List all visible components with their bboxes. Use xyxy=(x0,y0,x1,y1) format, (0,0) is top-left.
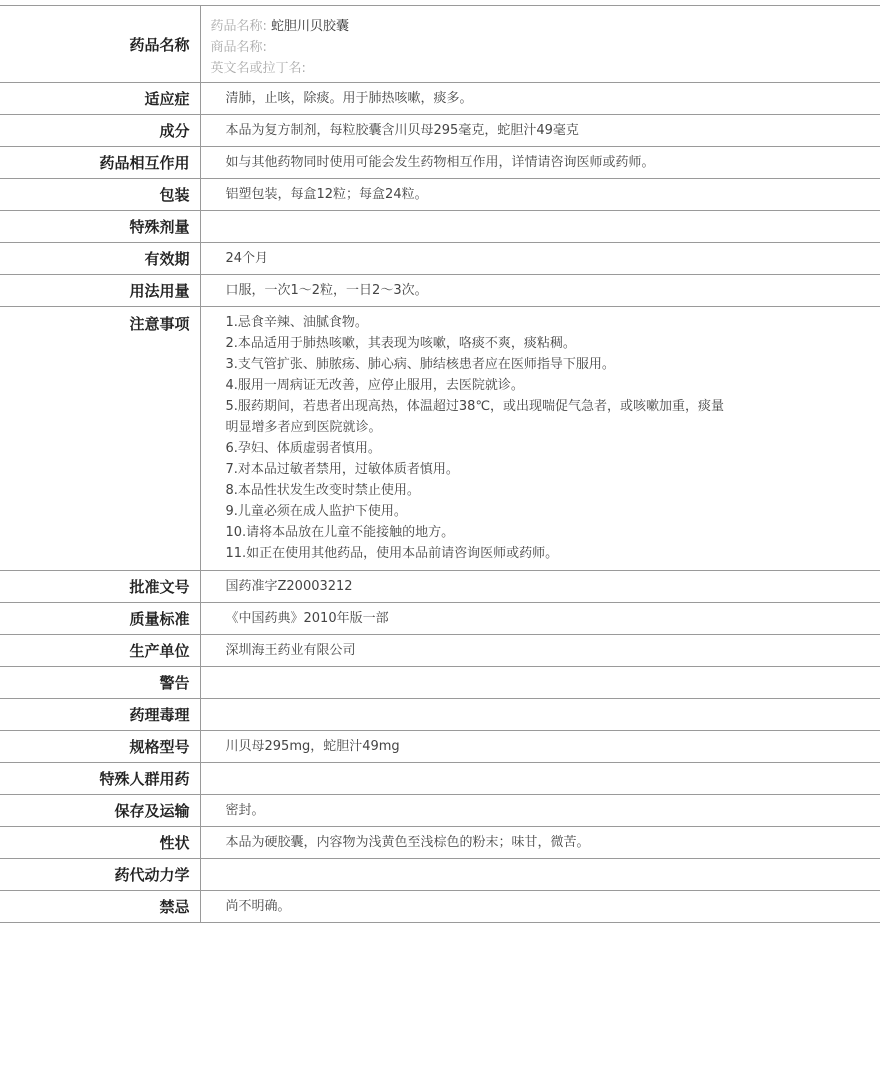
latin-name-line xyxy=(211,58,861,79)
precaution-item: 10.请将本品放在儿童不能接触的地方。 xyxy=(225,525,455,540)
row-manufacturer xyxy=(0,635,880,667)
precaution-item: 9.儿童必须在成人监护下使用。 xyxy=(225,504,407,519)
row-appearance xyxy=(0,827,880,859)
row-value: 清肺，止咳，除痰。用于肺热咳嗽，痰多。 xyxy=(200,83,880,115)
precaution-item: 11.如正在使用其他药品，使用本品前请咨询医师或药师。 xyxy=(225,546,559,561)
row-value: 如与其他药物同时使用可能会发生药物相互作用，详情请咨询医师或药师。 xyxy=(200,147,880,179)
precaution-item: 8.本品性状发生改变时禁止使用。 xyxy=(225,483,420,498)
row-label: 药品相互作用 xyxy=(0,147,200,179)
precautions-list xyxy=(200,307,880,571)
drug-name-values xyxy=(200,6,880,83)
row-indications xyxy=(0,83,880,115)
row-ingredients xyxy=(0,115,880,147)
row-value: 本品为复方制剂，每粒胶囊含川贝母295毫克，蛇胆汁49毫克 xyxy=(200,115,880,147)
row-value: 川贝母295mg，蛇胆汁49mg xyxy=(200,731,880,763)
row-precautions xyxy=(0,307,880,571)
precaution-item: 2.本品适用于肺热咳嗽，其表现为咳嗽，咯痰不爽，痰粘稠。 xyxy=(225,336,576,351)
trade-name-line xyxy=(211,37,861,58)
row-value: 密封。 xyxy=(200,795,880,827)
row-storage xyxy=(0,795,880,827)
row-special-populations xyxy=(0,763,880,795)
row-warning xyxy=(0,667,880,699)
row-label: 适应症 xyxy=(0,83,200,115)
row-label: 用法用量 xyxy=(0,275,200,307)
row-contraindications xyxy=(0,891,880,923)
generic-name-line xyxy=(211,16,861,37)
row-label: 成分 xyxy=(0,115,200,147)
row-label: 特殊人群用药 xyxy=(0,763,200,795)
row-interactions xyxy=(0,147,880,179)
row-label: 药品名称 xyxy=(0,6,200,83)
generic-name-key: 药品名称: xyxy=(210,19,267,34)
row-label: 禁忌 xyxy=(0,891,200,923)
row-value: 本品为硬胶囊，内容物为浅黄色至浅棕色的粉末；味甘，微苦。 xyxy=(200,827,880,859)
row-value xyxy=(200,859,880,891)
row-approval-number xyxy=(0,571,880,603)
precaution-item: 7.对本品过敏者禁用，过敏体质者慎用。 xyxy=(225,462,459,477)
row-value: 口服，一次1～2粒，一日2～3次。 xyxy=(200,275,880,307)
row-label: 生产单位 xyxy=(0,635,200,667)
row-value xyxy=(200,667,880,699)
row-pharmacokinetics xyxy=(0,859,880,891)
precaution-item: 3.支气管扩张、肺脓疡、肺心病、肺结核患者应在医师指导下服用。 xyxy=(225,357,615,372)
row-shelf-life xyxy=(0,243,880,275)
row-label: 性状 xyxy=(0,827,200,859)
trade-name-key: 商品名称: xyxy=(210,40,267,55)
row-drug-name xyxy=(0,6,880,83)
row-value xyxy=(200,211,880,243)
row-quality-standard xyxy=(0,603,880,635)
row-label: 特殊剂量 xyxy=(0,211,200,243)
row-label: 药理毒理 xyxy=(0,699,200,731)
generic-name-value: 蛇胆川贝胶囊 xyxy=(271,19,350,34)
row-value xyxy=(200,763,880,795)
row-value: 深圳海王药业有限公司 xyxy=(200,635,880,667)
row-label: 质量标准 xyxy=(0,603,200,635)
drug-info-table xyxy=(0,5,880,923)
row-label: 注意事项 xyxy=(0,307,200,571)
row-dosage xyxy=(0,275,880,307)
precaution-item: 1.忌食辛辣、油腻食物。 xyxy=(225,315,368,330)
precaution-item: 明显增多者应到医院就诊。 xyxy=(225,420,382,435)
row-label: 包装 xyxy=(0,179,200,211)
row-packaging xyxy=(0,179,880,211)
row-value: 尚不明确。 xyxy=(200,891,880,923)
row-value: 《中国药典》2010年版一部 xyxy=(200,603,880,635)
row-label: 药代动力学 xyxy=(0,859,200,891)
row-value: 24个月 xyxy=(200,243,880,275)
row-label: 有效期 xyxy=(0,243,200,275)
precaution-item: 4.服用一周病证无改善，应停止服用，去医院就诊。 xyxy=(225,378,524,393)
row-pharmacology xyxy=(0,699,880,731)
row-special-dosage xyxy=(0,211,880,243)
row-value: 国药准字Z20003212 xyxy=(200,571,880,603)
precaution-item: 6.孕妇、体质虚弱者慎用。 xyxy=(225,441,381,456)
precaution-item: 5.服药期间，若患者出现高热，体温超过38℃，或出现喘促气急者，或咳嗽加重，痰量 xyxy=(225,399,725,414)
row-specification xyxy=(0,731,880,763)
row-label: 保存及运输 xyxy=(0,795,200,827)
latin-name-key: 英文名或拉丁名: xyxy=(210,61,306,76)
row-label: 警告 xyxy=(0,667,200,699)
row-label: 规格型号 xyxy=(0,731,200,763)
row-value: 铝塑包装，每盒12粒；每盒24粒。 xyxy=(200,179,880,211)
row-label: 批准文号 xyxy=(0,571,200,603)
row-value xyxy=(200,699,880,731)
